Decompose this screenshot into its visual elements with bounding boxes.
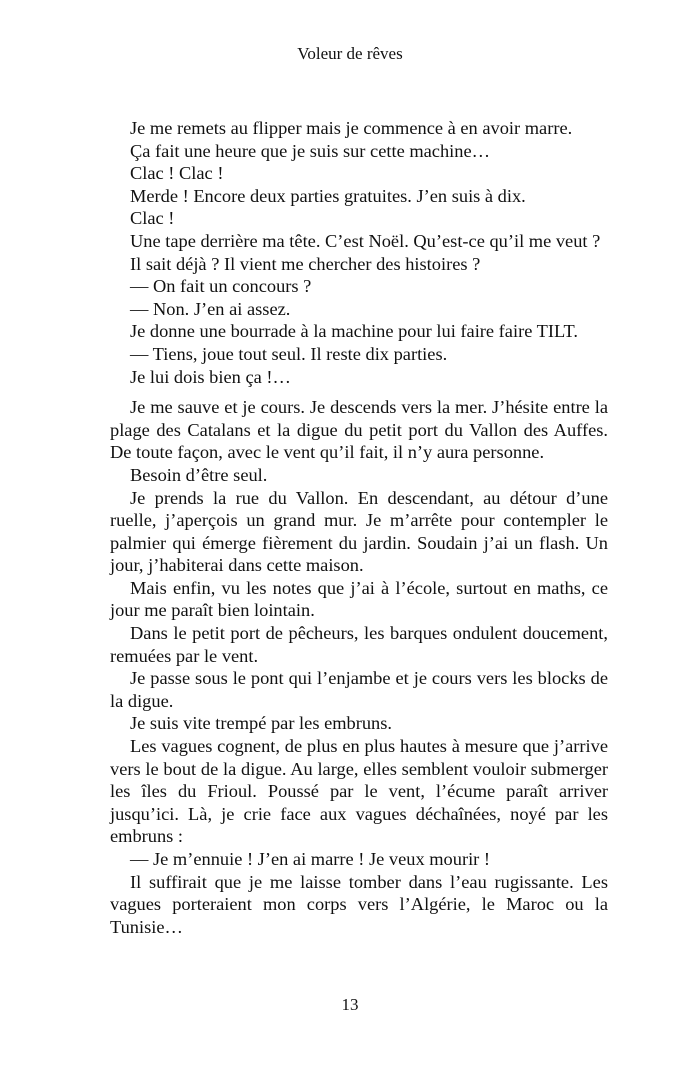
paragraph: — Tiens, joue tout seul. Il reste dix parties. — [130, 343, 448, 364]
page-number: 13 — [341, 995, 359, 1014]
paragraph: Merde ! Encore deux parties gratuites. J’en suis à dix. — [130, 185, 526, 206]
paragraph: Je suis vite trempé par les embruns. — [130, 713, 393, 734]
paragraph: — Je m’ennuie ! J’en ai marre ! Je veux mourir ! — [130, 849, 491, 869]
paragraph: Je lui dois bien ça !… — [130, 366, 291, 387]
body-text — [110, 117, 608, 938]
paragraph: Je me remets au flipper mais je commence à en avoir marre. — [130, 118, 573, 138]
paragraph: Clac ! — [130, 208, 175, 229]
paragraph: Il sait déjà ? Il vient me chercher des histoires ? — [130, 253, 481, 274]
paragraph: Les vagues cognent, de plus en plus hautes à mesure que j’arrive vers le bout de la digue. Au large, elles semblent vouloir submerger les îles du Frioul. Poussé par le vent, l’écume paraît arriver jusqu’ici. Là, je crie face aux vagues déchaînées, noyé par les embruns : — [110, 736, 608, 847]
paragraph: Mais enfin, vu les notes que j’ai à l’école, surtout en maths, ce jour me paraît bien lointain. — [110, 577, 608, 621]
paragraph: Je me sauve et je cours. Je descends vers la mer. J’hésite entre la plage des Catalans et la digue du petit port du Vallon des Auffes. De toute façon, avec le vent qu’il fait, il n’y aura personne. — [110, 397, 608, 463]
paragraph: Clac ! Clac ! — [130, 163, 224, 184]
paragraph: Besoin d’être seul. — [130, 464, 268, 485]
paragraph: Ça fait une heure que je suis sur cette machine… — [130, 140, 491, 161]
paragraph: Une tape derrière ma tête. C’est Noël. Qu’est-ce qu’il me veut ? — [130, 230, 601, 251]
paragraph: Je passe sous le pont qui l’enjambe et je cours vers les blocks de la digue. — [110, 668, 608, 711]
paragraph: — On fait un concours ? — [130, 276, 312, 297]
paragraph: Il suffirait que je me laisse tomber dans l’eau rugissante. Les vagues porteraient mon corps vers l’Algérie, le Maroc ou la Tunisie… — [110, 871, 608, 937]
running-title: Voleur de rêves — [297, 44, 403, 63]
paragraph: Dans le petit port de pêcheurs, les barques ondulent doucement, remuées par le vent. — [110, 623, 608, 666]
paragraph: Je donne une bourrade à la machine pour lui faire faire TILT. — [130, 321, 579, 342]
paragraph: Je prends la rue du Vallon. En descendant, au détour d’une ruelle, j’aperçois un grand mur. Je m’arrête pour contempler le palmier qui émerge fièrement du jardin. Soudain j’ai un flash. Un jour, j’habiterai dans cette maison. — [110, 487, 608, 576]
paragraph: — Non. J’en ai assez. — [130, 298, 291, 319]
